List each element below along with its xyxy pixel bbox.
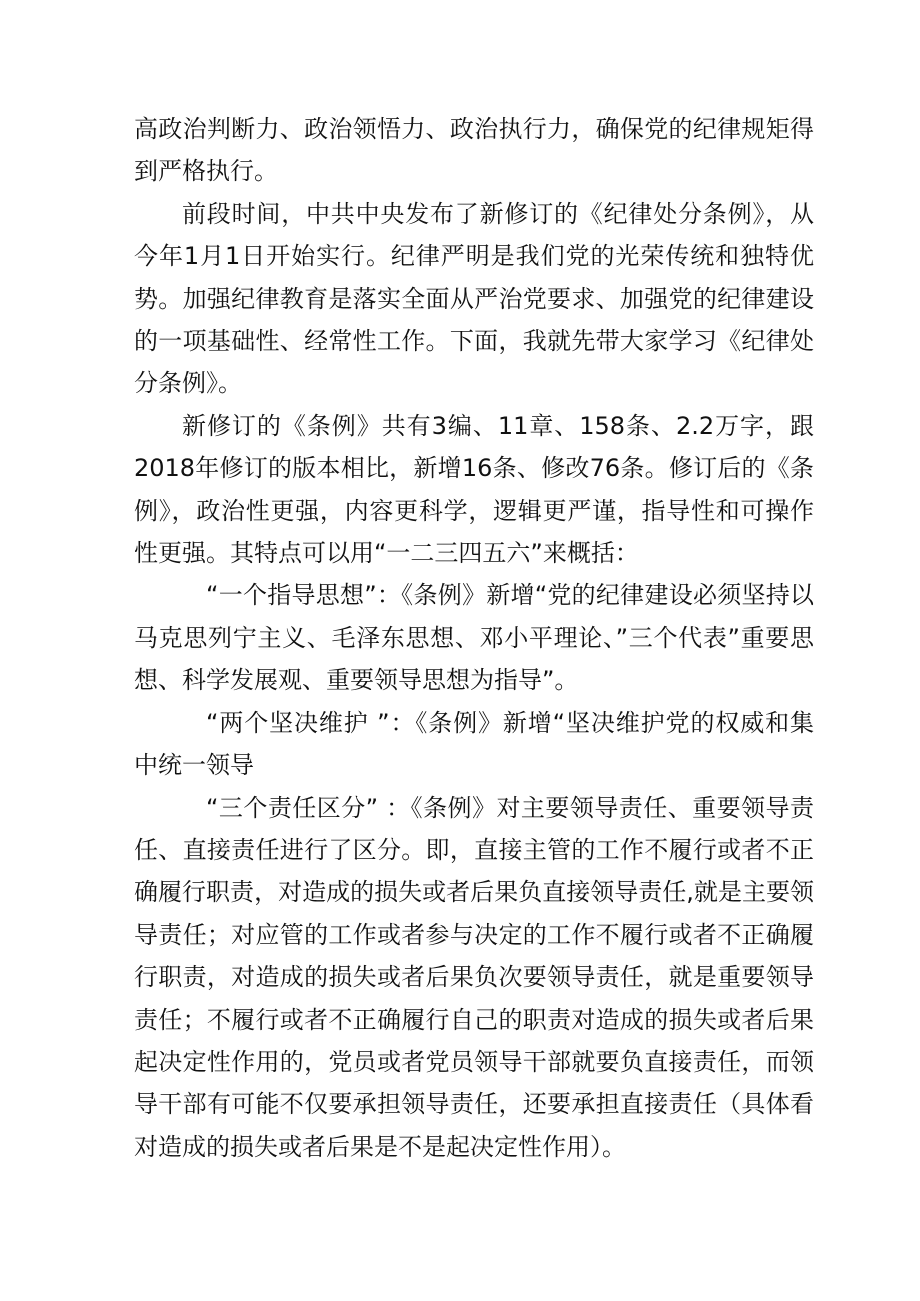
paragraph-one-guiding-thought: “一个指导思想”：《条例》新增“党的纪律建设必须坚持以马克思列宁主义、毛泽东思想、邓小平理论、”三个代表”重要思想、科学发展观、重要领导思想为指导”。 (134, 581, 814, 695)
paragraph-regulation-intro: 前段时间，中共中央发布了新修订的《纪律处分条例》，从今年1月1日开始实行。纪律严明是我们党的光荣传统和独特优势。加强纪律教育是落实全面从严治党要求、加强党的纪律建设的一项基础性、经常性工作。下面，我就先带大家学习《纪律处分条例》。 (134, 199, 814, 398)
paragraph-continuation: 高政治判断力、政治领悟力、政治执行力，确保党的纪律规矩得到严格执行。 (134, 115, 814, 186)
paragraph-three-responsibility-distinctions: “三个责任区分” ：《条例》对主要领导责任、重要领导责任、直接责任进行了区分。即，直接主管的工作不履行或者不正确履行职责，对造成的损失或者后果负直接领导责任,就是主要领导责任；对应管的工作或者参与决定的工作不履行或者不正确履行职责，对造成的损失或者后果负次要领导责任，就是重要领导责任；不履行或者不正确履行自己的职责对造成的损失或者后果起决定性作用的，党员或者党员领导干部就要负直接责任，而领导干部有可能不仅要承担领导责任，还要承担直接责任（具体看对造成的损失或者后果是不是起决定性作用）。 (134, 793, 814, 1161)
paragraph-regulation-overview: 新修订的《条例》共有3编、11章、158条、2.2万字，跟2018年修订的版本相比，新增16条、修改76条。修订后的《条例》，政治性更强，内容更科学，逻辑更严谨，指导性和可操作性更强。其特点可以用“一二三四五六”来概括： (134, 411, 814, 568)
document-body (134, 108, 814, 1168)
paragraph-two-resolute-upholds: “两个坚决维护 ”：《条例》新增“坚决维护党的权威和集中统一领导 (134, 708, 814, 780)
